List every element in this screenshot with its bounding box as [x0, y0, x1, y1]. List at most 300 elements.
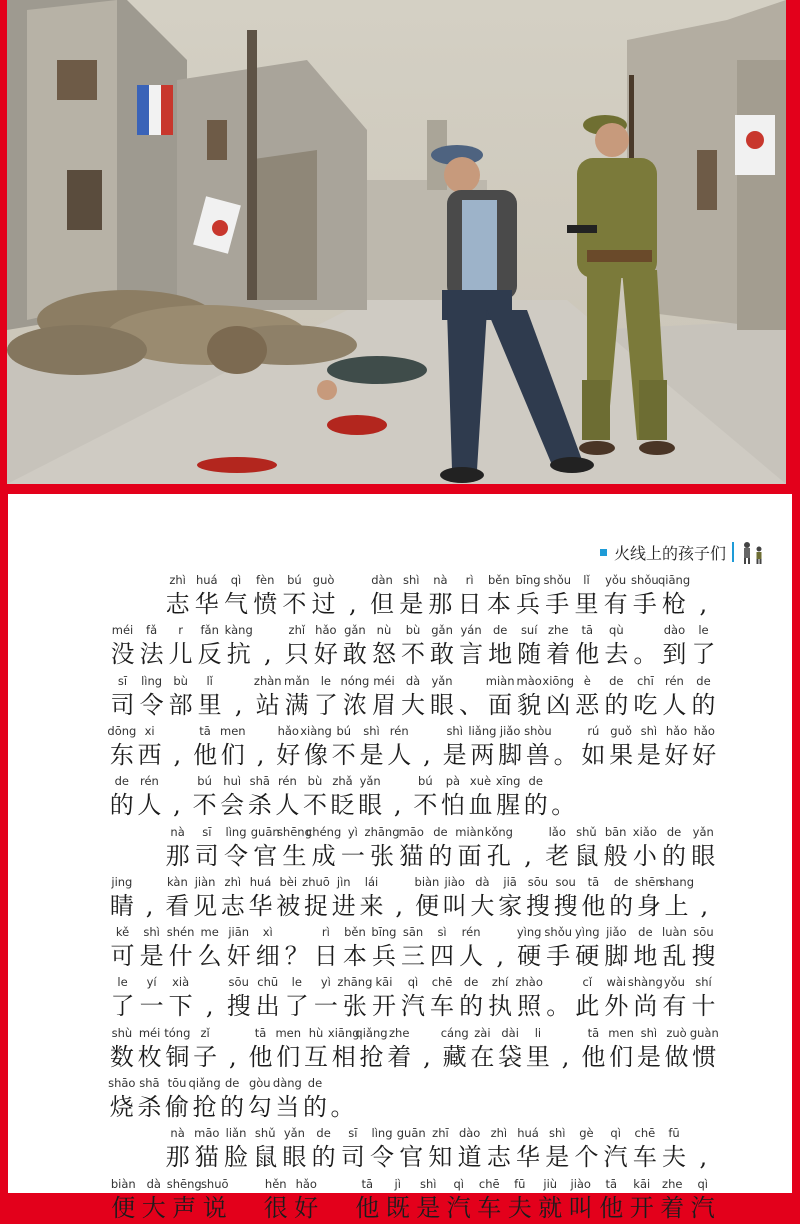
- hanzi-character: 老: [545, 841, 570, 870]
- pinyin-annotation: de: [463, 975, 479, 990]
- pinyin-annotation: dōng: [107, 723, 137, 738]
- pinyin-annotation: dài: [501, 1025, 519, 1040]
- character-unit: [163, 723, 191, 771]
- character-unit: [631, 673, 660, 721]
- hanzi-character: 声: [172, 1193, 197, 1222]
- character-unit: [543, 572, 572, 620]
- character-unit: [136, 1025, 164, 1073]
- character-unit: [338, 572, 367, 620]
- character-unit: [524, 1025, 552, 1073]
- hanzi-character: 本: [342, 942, 367, 971]
- character-unit: [163, 773, 191, 821]
- hanzi-character: 手: [632, 590, 657, 618]
- pinyin-annotation: rú: [587, 723, 600, 738]
- character-unit: [457, 673, 486, 721]
- character-unit: [338, 1125, 367, 1173]
- hanzi-character: 眉: [371, 690, 396, 719]
- hanzi-character: 叫: [442, 891, 467, 920]
- character-unit: [544, 924, 573, 972]
- pinyin-annotation: yǎn: [692, 824, 714, 839]
- character-unit: [221, 1125, 250, 1173]
- character-unit: [484, 1125, 513, 1173]
- character-unit: [573, 673, 602, 721]
- pinyin-annotation: tā: [199, 723, 211, 738]
- character-unit: [690, 1025, 718, 1073]
- pinyin-annotation: xì: [262, 925, 273, 940]
- hanzi-character: 当: [275, 1093, 300, 1121]
- pinyin-annotation: yìng: [516, 925, 542, 940]
- pinyin-annotation: zhí: [491, 975, 509, 990]
- pinyin-annotation: sōu: [228, 975, 249, 990]
- text-line: [163, 1125, 718, 1173]
- pinyin-annotation: shén: [166, 925, 195, 940]
- pinyin-annotation: māo: [194, 1126, 220, 1141]
- hanzi-character: 部: [168, 690, 193, 719]
- pinyin-annotation: xiǎo: [632, 824, 657, 839]
- hanzi-character: ,: [699, 590, 708, 618]
- pinyin-annotation: lái: [364, 874, 379, 889]
- pinyin-annotation: rén: [461, 925, 481, 940]
- character-unit: [444, 1176, 475, 1224]
- pinyin-annotation: bú: [197, 774, 212, 789]
- pinyin-annotation: hǎo: [295, 1176, 317, 1191]
- pinyin-annotation: de: [696, 673, 711, 688]
- character-unit: [337, 974, 373, 1022]
- character-unit: [544, 673, 573, 721]
- character-unit: [413, 723, 441, 771]
- character-unit: [522, 773, 550, 821]
- character-unit: [505, 1176, 536, 1224]
- pinyin-annotation: huá: [195, 573, 218, 587]
- character-unit: [496, 1025, 524, 1073]
- hanzi-character: 。: [551, 791, 576, 820]
- character-unit: [398, 974, 427, 1022]
- character-unit: [369, 974, 398, 1022]
- hanzi-character: 可: [110, 942, 135, 971]
- hanzi-character: 睛: [109, 891, 134, 920]
- hanzi-character: 的: [459, 992, 484, 1021]
- pinyin-annotation: rén: [139, 774, 159, 789]
- pinyin-annotation: hěn: [264, 1176, 287, 1191]
- character-unit: [426, 824, 455, 872]
- pinyin-annotation: huá: [249, 874, 272, 889]
- hanzi-character: 数: [109, 1042, 134, 1071]
- hanzi-character: 。: [330, 1093, 355, 1121]
- character-unit: [397, 1125, 426, 1173]
- hanzi-character: 那: [428, 590, 453, 618]
- character-unit: [108, 1176, 139, 1224]
- hanzi-character: 眼: [691, 841, 716, 870]
- hanzi-character: 但: [370, 590, 395, 618]
- hanzi-character: 四: [430, 942, 455, 971]
- character-unit: [486, 622, 515, 670]
- pinyin-annotation: lìng: [141, 673, 163, 688]
- hanzi-character: 的: [523, 791, 548, 820]
- pinyin-annotation: kāi: [633, 1176, 651, 1191]
- pinyin-annotation: xiàng: [300, 723, 332, 738]
- hanzi-character: 的: [220, 1093, 245, 1121]
- hanzi-character: 是: [545, 1143, 570, 1172]
- character-unit: [200, 1176, 231, 1224]
- pinyin-annotation: yǒu: [663, 975, 685, 990]
- hanzi-character: 人: [459, 942, 484, 971]
- character-unit: [311, 974, 340, 1022]
- character-unit: [251, 572, 280, 620]
- character-unit: [572, 824, 601, 872]
- character-unit: [573, 924, 602, 972]
- hanzi-character: 大: [470, 891, 495, 920]
- pinyin-annotation: jì: [394, 1176, 401, 1191]
- character-unit: [274, 1025, 302, 1073]
- character-unit: [631, 622, 660, 670]
- character-unit: [369, 622, 398, 670]
- character-unit: [566, 1176, 597, 1224]
- hanzi-character: 们: [220, 740, 245, 769]
- character-unit: [515, 673, 544, 721]
- hanzi-character: ,: [349, 590, 357, 618]
- character-unit: [247, 874, 275, 922]
- pinyin-annotation: me: [200, 925, 219, 940]
- hanzi-character: 汽: [400, 992, 425, 1021]
- hanzi-character: 的: [691, 690, 716, 719]
- character-unit: [428, 974, 457, 1022]
- hanzi-character: 了: [691, 640, 716, 669]
- character-unit: [251, 1125, 280, 1173]
- character-unit: [302, 1025, 330, 1073]
- pinyin-annotation: de: [666, 824, 682, 839]
- hanzi-character: 貌: [517, 690, 542, 719]
- hanzi-character: 站: [255, 690, 280, 719]
- pinyin-annotation: shì: [640, 723, 658, 738]
- character-unit: [301, 1075, 329, 1123]
- hanzi-character: 像: [304, 740, 328, 769]
- character-unit: [191, 874, 219, 922]
- character-unit: [329, 1075, 357, 1123]
- hanzi-character: 他: [248, 1042, 273, 1071]
- hanzi-character: 大: [400, 690, 425, 719]
- character-unit: [426, 1125, 455, 1173]
- hanzi-character: 会: [220, 791, 245, 820]
- pinyin-annotation: fǎn: [200, 623, 219, 638]
- character-unit: [635, 1025, 663, 1073]
- character-unit: [601, 1125, 630, 1173]
- pinyin-annotation: kāi: [375, 975, 393, 990]
- character-unit: [486, 974, 515, 1022]
- hanzi-character: ,: [700, 891, 709, 920]
- pinyin-annotation: shǒu: [543, 573, 572, 587]
- hanzi-character: 说: [202, 1193, 227, 1222]
- hanzi-character: 搜: [226, 992, 251, 1021]
- character-unit: [543, 1125, 572, 1173]
- character-unit: [513, 1125, 542, 1173]
- hanzi-character: 华: [248, 891, 273, 920]
- character-unit: [137, 974, 166, 1022]
- pinyin-annotation: shì: [549, 1126, 566, 1141]
- character-unit: [457, 924, 486, 972]
- character-unit: [330, 874, 358, 922]
- pinyin-annotation: tā: [581, 623, 594, 638]
- character-unit: [282, 622, 311, 670]
- hanzi-character: 的: [311, 1143, 336, 1172]
- pinyin-annotation: de: [638, 925, 653, 940]
- pinyin-annotation: rén: [389, 723, 409, 738]
- hanzi-character: 满: [284, 690, 309, 719]
- character-unit: [627, 974, 663, 1022]
- pinyin-annotation: méi: [373, 673, 395, 688]
- character-unit: [398, 673, 427, 721]
- pinyin-annotation: dàng: [272, 1076, 302, 1090]
- pinyin-annotation: gòu: [248, 1076, 271, 1090]
- character-unit: [224, 673, 253, 721]
- hanzi-character: 手: [545, 590, 570, 618]
- pinyin-annotation: zhāng: [364, 824, 400, 839]
- hanzi-character: 执: [488, 992, 513, 1021]
- pinyin-annotation: qiǎng: [188, 1076, 221, 1090]
- pinyin-annotation: sì: [437, 925, 447, 940]
- pinyin-annotation: zhǐ: [288, 623, 306, 638]
- character-unit: [247, 1025, 275, 1073]
- character-unit: [441, 723, 469, 771]
- character-unit: [441, 874, 469, 922]
- pinyin-annotation: de: [114, 774, 129, 789]
- pinyin-annotation: yìng: [574, 925, 600, 940]
- hanzi-character: 兽: [525, 740, 550, 769]
- character-unit: [474, 1176, 505, 1224]
- pinyin-annotation: guān: [396, 1126, 426, 1141]
- hanzi-character: ,: [699, 1143, 708, 1172]
- hanzi-character: 是: [139, 942, 164, 971]
- hanzi-character: 地: [488, 640, 513, 669]
- hanzi-character: 道: [457, 1143, 482, 1172]
- pinyin-annotation: xuè: [469, 774, 492, 789]
- pinyin-annotation: nà: [170, 824, 185, 839]
- character-unit: [218, 1075, 246, 1123]
- character-unit: [302, 874, 330, 922]
- hanzi-character: 的: [109, 791, 134, 820]
- hanzi-character: 偷: [164, 1093, 189, 1121]
- pinyin-annotation: miàn: [485, 673, 515, 688]
- hanzi-character: ,: [228, 1042, 237, 1071]
- pinyin-annotation: jiǎo: [499, 723, 521, 738]
- pinyin-annotation: bú: [336, 723, 352, 738]
- hanzi-character: 下: [168, 992, 193, 1021]
- hanzi-character: 汽: [446, 1193, 471, 1222]
- character-unit: [280, 1125, 309, 1173]
- pinyin-annotation: huì: [223, 774, 242, 789]
- hanzi-character: 照: [517, 992, 542, 1021]
- hanzi-character: 他: [581, 891, 606, 920]
- hanzi-character: 是: [442, 740, 467, 769]
- hanzi-character: 他: [575, 640, 600, 669]
- pinyin-annotation: fèn: [256, 573, 275, 587]
- character-unit: [108, 974, 137, 1022]
- hanzi-character: 愤: [253, 590, 278, 618]
- pinyin-annotation: tōu: [167, 1076, 187, 1090]
- hanzi-character: 汽: [690, 1193, 715, 1222]
- character-unit: [291, 1176, 322, 1224]
- hanzi-character: 勾: [247, 1093, 272, 1121]
- character-unit: [573, 974, 602, 1022]
- pinyin-annotation: shí: [695, 975, 712, 990]
- character-unit: [280, 572, 309, 620]
- hanzi-character: 脚: [498, 740, 523, 769]
- pinyin-annotation: liǎn: [225, 1126, 247, 1141]
- hanzi-character: 不: [331, 740, 356, 769]
- hanzi-character: 人: [662, 690, 687, 719]
- character-unit: [398, 924, 427, 972]
- pinyin-annotation: r: [178, 623, 183, 638]
- character-unit: [398, 622, 427, 670]
- hanzi-character: 搜: [691, 942, 716, 971]
- text-line: [163, 824, 718, 872]
- hanzi-character: 枚: [137, 1042, 162, 1071]
- pinyin-annotation: shang: [659, 874, 695, 889]
- pinyin-annotation: guàn: [689, 1025, 719, 1040]
- pinyin-annotation: le: [698, 623, 709, 638]
- character-unit: [573, 622, 602, 670]
- pinyin-annotation: rén: [664, 673, 684, 688]
- character-unit: [311, 673, 340, 721]
- hanzi-character: 他: [581, 1042, 606, 1071]
- character-unit: [428, 924, 457, 972]
- pinyin-annotation: liǎng: [468, 723, 497, 738]
- hanzi-character: 不: [282, 590, 307, 618]
- pinyin-annotation: tā: [587, 1025, 600, 1040]
- pinyin-annotation: yǒu: [605, 573, 627, 587]
- pinyin-annotation: mǎn: [284, 673, 310, 688]
- chapter-header: [600, 540, 766, 564]
- pinyin-annotation: de: [609, 673, 624, 688]
- pinyin-annotation: biàn: [110, 1176, 136, 1191]
- pinyin-annotation: cǐ: [582, 975, 593, 990]
- character-unit: [635, 723, 663, 771]
- hanzi-character: 硬: [575, 942, 600, 971]
- pinyin-annotation: biàn: [414, 874, 440, 889]
- hanzi-character: 出: [255, 992, 280, 1021]
- hanzi-character: 猫: [399, 841, 424, 870]
- hanzi-character: 大: [141, 1193, 166, 1222]
- pinyin-annotation: bīng: [371, 925, 397, 940]
- hanzi-character: 藏: [442, 1042, 467, 1071]
- pinyin-annotation: chē: [478, 1176, 500, 1191]
- hanzi-character: 生: [282, 841, 307, 870]
- pinyin-annotation: qì: [610, 1126, 621, 1141]
- character-unit: [163, 1025, 191, 1073]
- pinyin-annotation: nà: [433, 573, 448, 587]
- character-unit: [139, 1176, 170, 1224]
- character-unit: [219, 723, 247, 771]
- character-unit: [136, 773, 164, 821]
- hanzi-character: 小: [632, 841, 657, 870]
- pinyin-annotation: wài: [606, 975, 627, 990]
- pinyin-annotation: bèi: [279, 874, 298, 889]
- hanzi-character: 鼠: [253, 1143, 278, 1172]
- hanzi-character: ,: [423, 1042, 431, 1071]
- character-unit: [631, 924, 660, 972]
- character-unit: [484, 572, 513, 620]
- hanzi-character: 是: [636, 740, 661, 769]
- character-unit: [221, 824, 250, 872]
- hanzi-character: 乱: [662, 942, 687, 971]
- hanzi-character: ,: [423, 740, 431, 769]
- character-unit: [108, 773, 136, 821]
- character-unit: [627, 1176, 658, 1224]
- character-unit: [630, 1125, 659, 1173]
- hanzi-character: 里: [525, 1042, 550, 1071]
- character-unit: [188, 1075, 221, 1123]
- pinyin-annotation: tā: [605, 1176, 618, 1191]
- pinyin-annotation: hǎo: [665, 723, 688, 738]
- hanzi-character: 了: [313, 690, 338, 719]
- pinyin-annotation: de: [224, 1076, 240, 1090]
- hanzi-character: 那: [165, 841, 190, 870]
- hanzi-character: 猫: [194, 1143, 219, 1172]
- character-unit: [663, 1025, 691, 1073]
- character-unit: [230, 1176, 261, 1224]
- pinyin-annotation: shǒu: [631, 573, 659, 587]
- hanzi-character: 他: [599, 1193, 624, 1222]
- pinyin-annotation: yán: [460, 623, 482, 638]
- hanzi-character: 车: [632, 1143, 657, 1172]
- pinyin-annotation: lìng: [225, 824, 247, 839]
- character-unit: [428, 622, 457, 670]
- character-unit: [689, 622, 718, 670]
- pinyin-annotation: zhǎ: [332, 774, 353, 789]
- hanzi-character: 日: [313, 942, 338, 971]
- text-line: [108, 874, 718, 922]
- pinyin-annotation: kǒng: [484, 824, 513, 839]
- character-unit: [166, 974, 195, 1022]
- pinyin-annotation: hǎo: [315, 623, 337, 638]
- hanzi-character: 腥: [496, 791, 521, 820]
- hanzi-character: 敢: [342, 640, 367, 669]
- character-unit: [383, 1176, 414, 1224]
- pinyin-annotation: zhì: [224, 874, 242, 889]
- character-unit: [428, 673, 457, 721]
- pinyin-annotation: shā: [249, 774, 270, 789]
- hanzi-character: 兵: [516, 590, 541, 618]
- pinyin-annotation: hǎo: [277, 723, 299, 738]
- pinyin-annotation: kàng: [224, 623, 253, 638]
- hanzi-character: ,: [234, 690, 243, 719]
- hanzi-character: 西: [137, 740, 162, 769]
- character-unit: [166, 622, 195, 670]
- character-unit: [602, 673, 631, 721]
- pinyin-annotation: le: [117, 975, 128, 990]
- pinyin-annotation: bān: [604, 824, 627, 839]
- character-unit: [486, 924, 515, 972]
- character-unit: [496, 874, 524, 922]
- character-unit: [552, 874, 580, 922]
- hanzi-character: 家: [498, 891, 523, 920]
- hanzi-character: 搜: [553, 891, 578, 920]
- character-unit: [274, 874, 302, 922]
- hanzi-character: 去: [604, 640, 629, 669]
- hanzi-character: 。: [546, 992, 571, 1021]
- pinyin-annotation: shǔ: [254, 1126, 276, 1141]
- pinyin-annotation: zhī: [432, 1126, 449, 1141]
- hanzi-character: 令: [370, 1143, 395, 1172]
- character-unit: [224, 622, 253, 670]
- character-unit: [330, 723, 358, 771]
- pinyin-annotation: shì: [640, 1025, 658, 1040]
- pinyin-annotation: qì: [230, 573, 242, 587]
- hanzi-character: 尚: [633, 992, 658, 1021]
- character-unit: [579, 1025, 607, 1073]
- pinyin-annotation: qì: [407, 975, 419, 990]
- pinyin-annotation: gǎn: [431, 623, 453, 638]
- character-unit: [340, 622, 369, 670]
